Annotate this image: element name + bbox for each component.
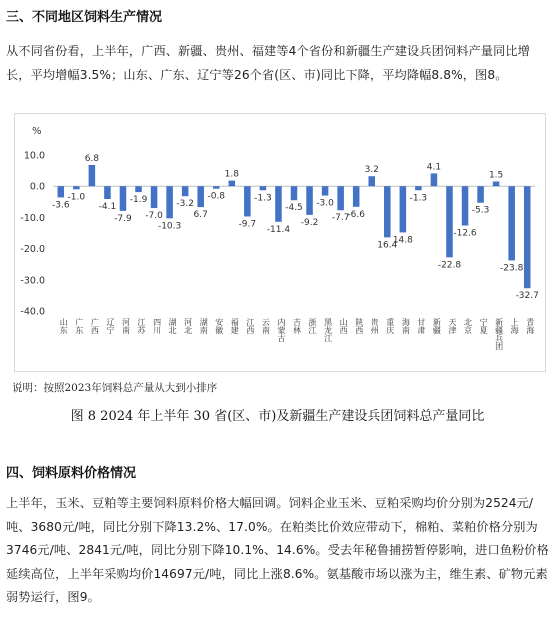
- bar: [384, 186, 391, 237]
- x-tick-label: 青海: [525, 318, 535, 334]
- bar: [477, 186, 484, 203]
- bar: [89, 165, 96, 186]
- data-label: 16.4: [377, 240, 398, 251]
- bar: [166, 186, 173, 218]
- x-tick-label: 四川: [152, 318, 162, 334]
- bar: [446, 186, 453, 257]
- data-label: 1.5: [488, 170, 504, 181]
- x-tick-label: 上海: [510, 318, 520, 334]
- x-tick-label: 河北: [183, 318, 193, 334]
- y-tick-label: -40.0: [20, 306, 45, 318]
- data-label: -1.0: [67, 192, 86, 203]
- y-tick-label: -20.0: [20, 244, 45, 256]
- y-tick-label: -10.0: [20, 212, 45, 224]
- data-label: -1.3: [409, 193, 428, 204]
- data-label: -3.0: [316, 198, 334, 209]
- x-tick-label: 重庆: [385, 318, 395, 334]
- x-tick-label: 湖北: [168, 318, 178, 334]
- x-tick-label: 甘肃: [416, 318, 426, 334]
- x-tick-label: 贵州: [370, 318, 380, 334]
- section-3-paragraph: 从不同省份看，上半年，广西、新疆、贵州、福建等4个省份和新疆生产建设兵团饲料产量同比增长，平均增幅3.5%；山东、广东、辽宁等26个省(区、市)同比下降，平均降幅8.8%，图8。: [6, 44, 530, 82]
- x-tick-label: 安徽: [214, 318, 224, 334]
- bar: [73, 186, 80, 189]
- data-label: -7.7: [331, 213, 350, 224]
- data-label: -4.1: [98, 201, 117, 212]
- bar: [213, 186, 220, 188]
- data-label: -32.7: [515, 291, 539, 302]
- bar: [400, 186, 407, 232]
- x-tick-label: 湖南: [199, 318, 209, 334]
- section-4-paragraph: 上半年，玉米、豆粕等主要饲料原料价格大幅回调。饲料企业玉米、豆粕采购均价分别为2524元/吨、3680元/吨，同比分别下降13.2%、17.0%。在粕类比价效应带动下，棉粕、菜粕价格分别为3746元/吨、2841元/吨，同比分别下降10.1%、14.6%。受去年秘鲁捕捞暂停影响，进口鱼粉价格延续高位，上半年采购均价14697元/吨，同比上涨8.6%。氨基酸市场以涨为主，维生素、矿物元素弱势运行，图9。: [6, 496, 549, 604]
- data-label: -7.0: [145, 211, 163, 222]
- bar: [322, 186, 329, 195]
- chart-frame: [14, 113, 546, 372]
- data-label: -3.2: [176, 199, 194, 210]
- bar: [524, 186, 531, 288]
- y-tick-label: 0.0: [29, 181, 45, 193]
- figure-caption: 图 8 2024 年上半年 30 省(区、市)及新疆生产建设兵团饲料总产量同比: [70, 409, 485, 424]
- x-tick-label: 陕西: [354, 318, 364, 334]
- data-label: 4.1: [426, 162, 442, 173]
- bar: [306, 186, 313, 215]
- x-tick-label: 江西: [245, 318, 255, 334]
- data-label: -1.9: [129, 195, 148, 206]
- x-tick-label: 吉林: [292, 318, 302, 334]
- data-label: -3.6: [51, 200, 70, 211]
- data-label: 1.8: [224, 169, 239, 180]
- bar: [182, 186, 189, 196]
- data-label: -1.3: [254, 193, 272, 204]
- bar: [260, 186, 267, 190]
- section-3-title: 三、不同地区饲料生产情况: [6, 10, 163, 25]
- bar: [229, 181, 236, 187]
- data-label: -0.8: [207, 191, 226, 202]
- bar: [508, 186, 515, 260]
- bar: [58, 186, 65, 197]
- bar: [493, 182, 500, 187]
- x-tick-label: 江苏: [137, 318, 147, 334]
- bar: [462, 186, 469, 225]
- bar: [415, 186, 422, 190]
- x-tick-label: 山东: [59, 318, 69, 334]
- data-label: -9.2: [300, 217, 319, 228]
- bar: [135, 186, 142, 192]
- bar: [244, 186, 251, 216]
- data-label: -9.7: [238, 219, 257, 230]
- data-label: 3.2: [364, 165, 379, 176]
- bar: [275, 186, 282, 222]
- data-label: 14.8: [392, 235, 413, 246]
- x-tick-label: 浙江: [308, 318, 318, 334]
- data-label: -5.3: [471, 205, 490, 216]
- data-label: -7.9: [114, 213, 132, 224]
- x-tick-label: 云南: [261, 318, 271, 334]
- data-label: -22.8: [437, 260, 462, 271]
- bar: [368, 176, 375, 186]
- x-tick-label: 宁夏: [479, 318, 489, 334]
- bar-chart: [15, 114, 545, 371]
- x-tick-label: 广东: [74, 318, 84, 334]
- section-4-title: 四、饲料原料价格情况: [6, 466, 137, 481]
- bar: [431, 173, 438, 186]
- bar: [197, 186, 204, 207]
- data-label: -12.6: [453, 228, 477, 239]
- y-tick-label: 10.0: [23, 150, 45, 162]
- data-label: -23.8: [500, 263, 524, 274]
- data-label: -6.6: [347, 209, 365, 220]
- data-label: -10.3: [157, 221, 182, 232]
- data-label: 6.8: [84, 153, 100, 164]
- x-tick-label: 辽宁: [105, 318, 115, 334]
- x-tick-label: 海南: [401, 318, 411, 334]
- bar: [120, 186, 127, 211]
- x-tick-label: 北京: [463, 318, 473, 334]
- data-label: -4.5: [285, 203, 303, 214]
- y-axis-unit: %: [32, 126, 42, 137]
- data-label: 6.7: [193, 210, 208, 221]
- bar: [104, 186, 111, 199]
- bar: [291, 186, 298, 200]
- x-tick-label: 内蒙古: [276, 318, 286, 342]
- x-tick-label: 黑龙江: [323, 318, 333, 342]
- bar: [151, 186, 158, 208]
- x-tick-label: 河南: [121, 318, 131, 334]
- x-tick-label: 山西: [339, 318, 349, 334]
- y-tick-label: -30.0: [20, 275, 45, 287]
- x-tick-label: 广西: [90, 318, 100, 334]
- figure-note: 说明：按照2023年饲料总产量从大到小排序: [12, 382, 218, 394]
- bar: [353, 186, 360, 207]
- x-tick-label: 福建: [230, 318, 240, 334]
- x-tick-label: 新疆兵团: [494, 318, 504, 350]
- x-tick-label: 新疆: [432, 318, 442, 334]
- bar: [337, 186, 344, 210]
- x-tick-label: 天津: [447, 318, 457, 334]
- data-label: -11.4: [266, 224, 291, 235]
